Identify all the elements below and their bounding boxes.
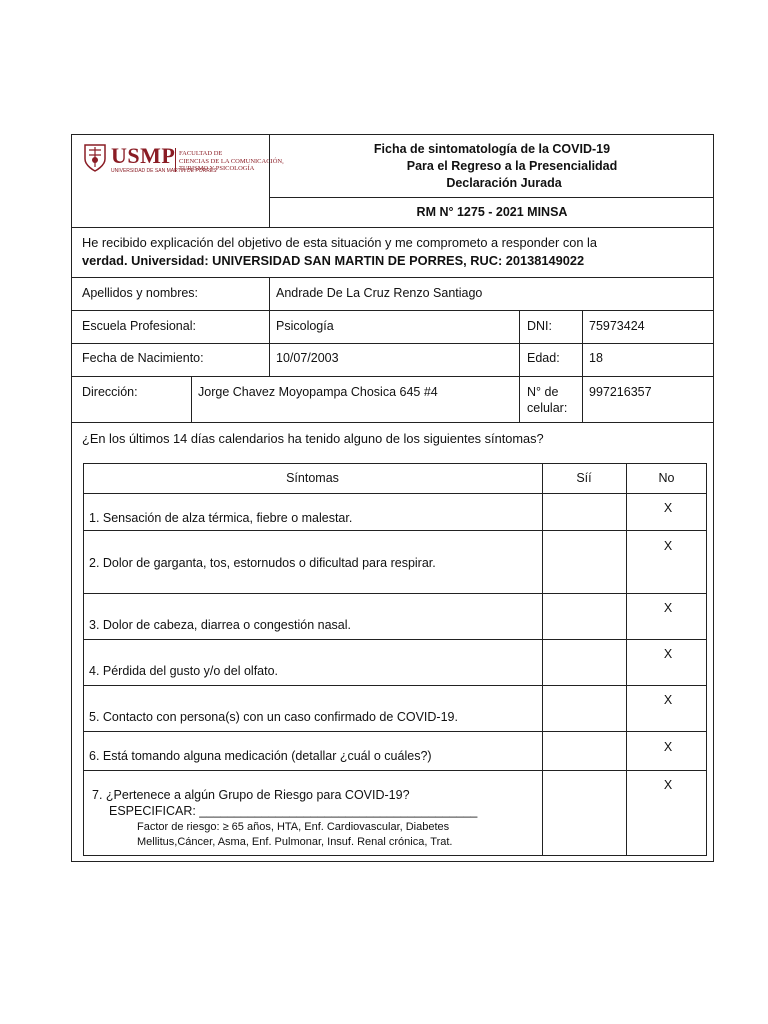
cell-divider	[269, 310, 270, 343]
row-rule	[83, 493, 707, 494]
row-rule	[71, 422, 714, 423]
cell-divider	[269, 343, 270, 376]
logo-divider	[175, 148, 176, 172]
cell-divider	[191, 376, 192, 422]
form-subtitle: Para el Regreso a la Presencialidad	[406, 159, 618, 173]
resolution-number: RM N° 1275 - 2021 MINSA	[416, 205, 568, 219]
form-title: Ficha de sintomatología de la COVID-19	[373, 142, 611, 156]
row-rule	[71, 376, 714, 377]
name-value: Andrade De La Cruz Renzo Santiago	[276, 286, 483, 300]
symptom-row-3-no-mark: X	[663, 601, 673, 615]
faculty-line: FACULTAD DE	[179, 150, 223, 157]
university-logo-subtext: UNIVERSIDAD DE SAN MARTIN DE PORRES	[111, 168, 217, 174]
row-rule	[83, 770, 707, 771]
symptom-row-4-text: 4. Pérdida del gusto y/o del olfato.	[89, 664, 279, 678]
dni-value: 75973424	[589, 319, 645, 333]
symptoms-question: ¿En los últimos 14 días calendarios ha tenido alguno de los siguientes síntomas?	[82, 431, 544, 446]
dni-label: DNI:	[527, 319, 552, 333]
cell-divider	[582, 310, 583, 422]
symptom-row-7-no-mark: X	[663, 778, 673, 792]
school-value: Psicología	[276, 319, 334, 333]
faculty-line: TURISMO Y PSICOLOGÍA	[179, 165, 255, 172]
declaration-line-1: He recibido explicación del objetivo de esta situación y me comprometo a responder con la	[82, 235, 597, 250]
cell-divider	[519, 376, 520, 422]
age-value: 18	[589, 351, 603, 365]
symptom-row-1-text: 1. Sensación de alza térmica, fiebre o malestar.	[89, 511, 353, 525]
symptom-row-6-no-mark: X	[663, 740, 673, 754]
form-doc-type: Declaración Jurada	[446, 176, 562, 190]
row-rule	[83, 731, 707, 732]
symptom-row-1-no-mark: X	[663, 501, 673, 515]
row-rule	[83, 593, 707, 594]
column-divider	[542, 463, 543, 856]
symptom-row-5-text: 5. Contacto con persona(s) con un caso confirmado de COVID-19.	[89, 710, 458, 724]
section-rule	[71, 277, 714, 278]
row-rule	[71, 310, 714, 311]
declaration-line-2: verdad. Universidad: UNIVERSIDAD SAN MARTIN DE PORRES, RUC: 20138149022	[82, 253, 585, 268]
symptom-row-2-no-mark: X	[663, 539, 673, 553]
phone-label: celular:	[527, 401, 568, 415]
university-logo: USMP	[111, 143, 176, 168]
symptom-row-3-text: 3. Dolor de cabeza, diarrea o congestión nasal.	[89, 618, 351, 632]
cell-divider	[269, 277, 270, 310]
symptom-row-5-no-mark: X	[663, 693, 673, 707]
address-label: Dirección:	[82, 385, 138, 399]
school-label: Escuela Profesional:	[82, 319, 196, 333]
symptom-row-7-text: 7. ¿Pertenece a algún Grupo de Riesgo para COVID-19?	[92, 788, 410, 802]
yes-column-header: Síí	[576, 471, 592, 485]
row-rule	[83, 639, 707, 640]
name-label: Apellidos y nombres:	[82, 286, 199, 300]
row-rule	[71, 343, 714, 344]
symptom-row-4-no-mark: X	[663, 647, 673, 661]
birth-date-value: 10/07/2003	[276, 351, 339, 365]
symptom-column-header: Síntomas	[286, 471, 339, 485]
phone-value: 997216357	[589, 385, 652, 399]
university-shield-icon	[83, 143, 107, 173]
address-value: Jorge Chavez Moyopampa Chosica 645 #4	[198, 385, 438, 399]
header-rule	[269, 197, 714, 198]
risk-factors-line-1: Factor de riesgo: ≥ 65 años, HTA, Enf. Cardiovascular, Diabetes	[137, 821, 450, 833]
age-label: Edad:	[527, 351, 560, 365]
row-rule	[83, 685, 707, 686]
no-column-header: No	[658, 471, 675, 485]
row-rule	[83, 530, 707, 531]
phone-label: N° de	[527, 385, 559, 399]
section-rule	[71, 227, 714, 228]
birth-date-label: Fecha de Nacimiento:	[82, 351, 204, 365]
risk-factors-line-2: Mellitus,Cáncer, Asma, Enf. Pulmonar, Insuf. Renal crónica, Trat.	[137, 836, 453, 848]
symptom-row-6-text: 6. Está tomando alguna medicación (detallar ¿cuál o cuáles?)	[89, 749, 432, 763]
faculty-line: CIENCIAS DE LA COMUNICACIÓN,	[179, 157, 284, 165]
risk-group-specify: ESPECIFICAR: ________________________________________	[109, 804, 478, 818]
symptom-row-2-text: 2. Dolor de garganta, tos, estornudos o dificultad para respirar.	[89, 556, 436, 570]
